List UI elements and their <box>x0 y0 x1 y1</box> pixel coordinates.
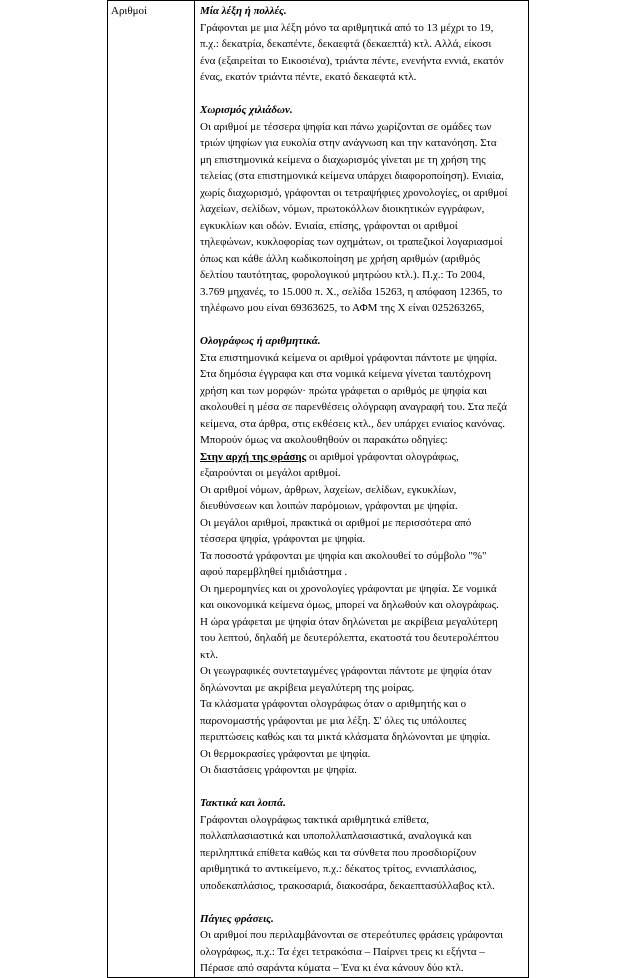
paragraph-line: κτλ. <box>200 648 219 661</box>
paragraph-line: Οι ημερομηνίες και οι χρονολογίες γράφονται με ψηφία. Σε νομικά <box>200 582 497 595</box>
spacer <box>200 86 524 103</box>
paragraph-line: Μπορούν όμως να ακολουθηθούν οι παρακάτω οδηγίες: <box>200 434 448 446</box>
paragraph-line: τριών ψηφίων για ευκολία στην ανάγνωση και την κατανόηση. Στα <box>200 137 497 149</box>
paragraph-line: περιπτώσεις καθώς και τα μικτά κλάσματα δηλώνονται με ψηφία. <box>200 731 491 743</box>
paragraph-line: Οι διαστάσεις γράφονται με ψηφία. <box>200 764 357 776</box>
section-ordinals <box>200 795 524 894</box>
emphasis-rest: οι αριθμοί γράφονται ολογράφως, <box>306 450 459 463</box>
paragraph-line: λαχείων, σελίδων, νόμων, πρωτοκόλλων διοικητικών εγγράφων, <box>200 203 485 215</box>
section-words-or-digits <box>200 333 524 779</box>
section-title: Μία λέξη ή πολλές. <box>200 5 287 17</box>
paragraph-line: υποδεκαπλάσιος, τρακοσαριά, διακοσάρα, δεκαεπτασύλλαβος κτλ. <box>200 879 495 892</box>
paragraph-line: π.χ.: δεκατρία, δεκαπέντε, δεκαεφτά (δεκαεπτά) κτλ. Αλλά, είκοσι <box>200 38 492 50</box>
document-table <box>107 0 529 978</box>
paragraph-line: ένα (εξαιρείται το Εικοσιένα), τριάντα πέντε, ενενήντα εννιά, εκατόν <box>200 54 504 67</box>
spacer <box>200 894 524 911</box>
paragraph-line: Στα δημόσια έγγραφα και στα νομικά κείμενα γίνεται ταυτόχρονη <box>200 368 491 380</box>
paragraph-line: κείμενα, στα άρθρα, στις εκθέσεις κτλ., δεν υπάρχει ενιαίος κανόνας. <box>200 417 506 430</box>
section-title: Χωρισμός χιλιάδων. <box>200 104 293 116</box>
paragraph-line: Οι γεωγραφικές συντεταγμένες γράφονται πάντοτε με ψηφία όταν <box>200 665 492 677</box>
paragraph-line: Τα κλάσματα γράφονται ολογράφως όταν ο αριθμητής και ο <box>200 698 467 710</box>
paragraph-line: τηλεφώνων, κυκλοφορίας των οχημάτων, οι τραπεζικοί λογαριασμοί <box>200 236 503 248</box>
paragraph-line: Οι αριθμοί που περιλαμβάνονται σε στερεότυπες φράσεις γράφονται <box>200 929 504 941</box>
paragraph-line: περιληπτικά επίθετα καθώς και τα σύνθετα που προσδιορίζουν <box>200 846 477 859</box>
paragraph-line: τηλέφωνο μου είναι 69363625, το ΑΦΜ της Χ είναι 025263265, <box>200 302 485 314</box>
paragraph-line: πολλαπλασιαστικά και υποπολλαπλασιαστικά, αναλογικά και <box>200 830 472 842</box>
paragraph-line: Τα ποσοστά γράφονται με ψηφία και ακολουθεί το σύμβολο "%" <box>200 549 487 562</box>
spacer <box>200 317 524 334</box>
paragraph-line: Οι μεγάλοι αριθμοί, πρακτικά οι αριθμοί με περισσότερα από <box>200 516 472 529</box>
table-row <box>108 1 529 978</box>
section-title: Πάγιες φράσεις. <box>200 912 274 925</box>
section-thousands <box>200 102 524 317</box>
emphasis-label: Στην αρχή της φράσης <box>200 450 307 463</box>
section-single-word <box>200 3 524 86</box>
content-body <box>195 1 528 977</box>
paragraph-line: εγκυκλίων και οδών. Ενιαία, επίσης, γράφονται οι αριθμοί <box>200 219 458 232</box>
spacer <box>200 779 524 796</box>
paragraph-line: χωρίς διαχωρισμό, γράφονται οι τετραψήφιες χρονολογίες, οι αριθμοί <box>200 186 508 199</box>
paragraph-line: Οι θερμοκρασίες γράφονται με ψηφία. <box>200 747 371 760</box>
paragraph-line: εξαιρούνται οι μεγάλοι αριθμοί. <box>200 467 341 479</box>
paragraph-line: ακολουθεί η μέσα σε παρενθέσεις ολόγραφη αναγραφή του. Στα πεζά <box>200 401 507 413</box>
paragraph-line: Οι αριθμοί νόμων, άρθρων, λαχείων, σελίδων, εγκυκλίων, <box>200 483 457 496</box>
paragraph-line: αριθμητικά το αντικείμενο, π.χ.: δέκατος τρίτος, εννιαπλάσιος, <box>200 863 477 875</box>
content-cell <box>195 1 529 978</box>
term-cell <box>108 1 195 978</box>
paragraph-line: Η ώρα γράφεται με ψηφία όταν δηλώνεται με ακρίβεια μεγαλύτερη <box>200 615 498 628</box>
paragraph-line: μη επιστημονικά κείμενα ο διαχωρισμός γίνεται με τη χρήση της <box>200 153 486 166</box>
paragraph-line: παρονομαστής γράφονται με μια λέξη. Σ' όλες τις υπόλοιπες <box>200 714 467 727</box>
paragraph-line: του λεπτού, δηλαδή με δευτερόλεπτα, εκατοστά του δευτερολέπτου <box>200 632 499 644</box>
section-title: Ολογράφως ή αριθμητικά. <box>200 335 321 347</box>
paragraph-line: χρήση και των μορφών· πρώτα γράφεται ο αριθμός με ψηφία και <box>200 384 488 397</box>
paragraph-line: Στα επιστημονικά κείμενα οι αριθμοί γράφονται πάντοτε με ψηφία. <box>200 351 498 364</box>
paragraph-line: όπως και κάθε άλλη κωδικοποίηση με χρήση αριθμών (αριθμός <box>200 252 480 265</box>
paragraph-line: δηλώνονται με ακρίβεια μεγαλύτερη της μοίρας. <box>200 681 415 694</box>
term-label: Αριθμοί <box>111 5 148 17</box>
paragraph-line <box>200 449 524 466</box>
paragraph-line: τελείας (στα επιστημονικά κείμενα υπάρχει διαφοροποίηση). Ενιαία, <box>200 170 504 182</box>
paragraph-line: 3.769 μηχανές, το 15.000 π. Χ., σελίδα 15263, η απόφαση 12365, το <box>200 285 503 298</box>
paragraph-line: Γράφονται ολογράφως τακτικά αριθμητικά επίθετα, <box>200 813 429 826</box>
section-title: Τακτικά και λοιπά. <box>200 797 286 809</box>
paragraph-line: Πέρασε από σαράντα κύματα – Ένα κι ένα κάνουν δύο κτλ. <box>200 962 464 974</box>
section-fixed-phrases <box>200 911 524 977</box>
paragraph-line: ολογράφως, π.χ.: Τα έχει τετρακόσια – Παίρνει τρεις κι εξήντα – <box>200 945 485 958</box>
paragraph-line: και οικονομικά κείμενα όμως, μπορεί να δηλωθούν και ολογράφως. <box>200 599 499 611</box>
paragraph-line: Γράφονται με μια λέξη μόνο τα αριθμητικά από το 13 μέχρι το 19, <box>200 21 494 34</box>
paragraph-line: τέσσερα ψηφία, γράφονται με ψηφία. <box>200 533 366 545</box>
paragraph-line: ένας, εκατόν τριάντα πέντε, εκατό δεκαεφτά κτλ. <box>200 71 417 83</box>
paragraph-line: δελτίου ταυτότητας, φορολογικού μητρώου κτλ.). Π.χ.: Το 2004, <box>200 269 486 281</box>
paragraph-line: Οι αριθμοί με τέσσερα ψηφία και πάνω χωρίζονται σε ομάδες των <box>200 120 492 133</box>
paragraph-line: διευθύνσεων και λοιπών παρόμοιων, γράφονται με ψηφία. <box>200 500 458 512</box>
paragraph-line: αφού παρεμβληθεί ημιδιάστημα . <box>200 566 348 578</box>
